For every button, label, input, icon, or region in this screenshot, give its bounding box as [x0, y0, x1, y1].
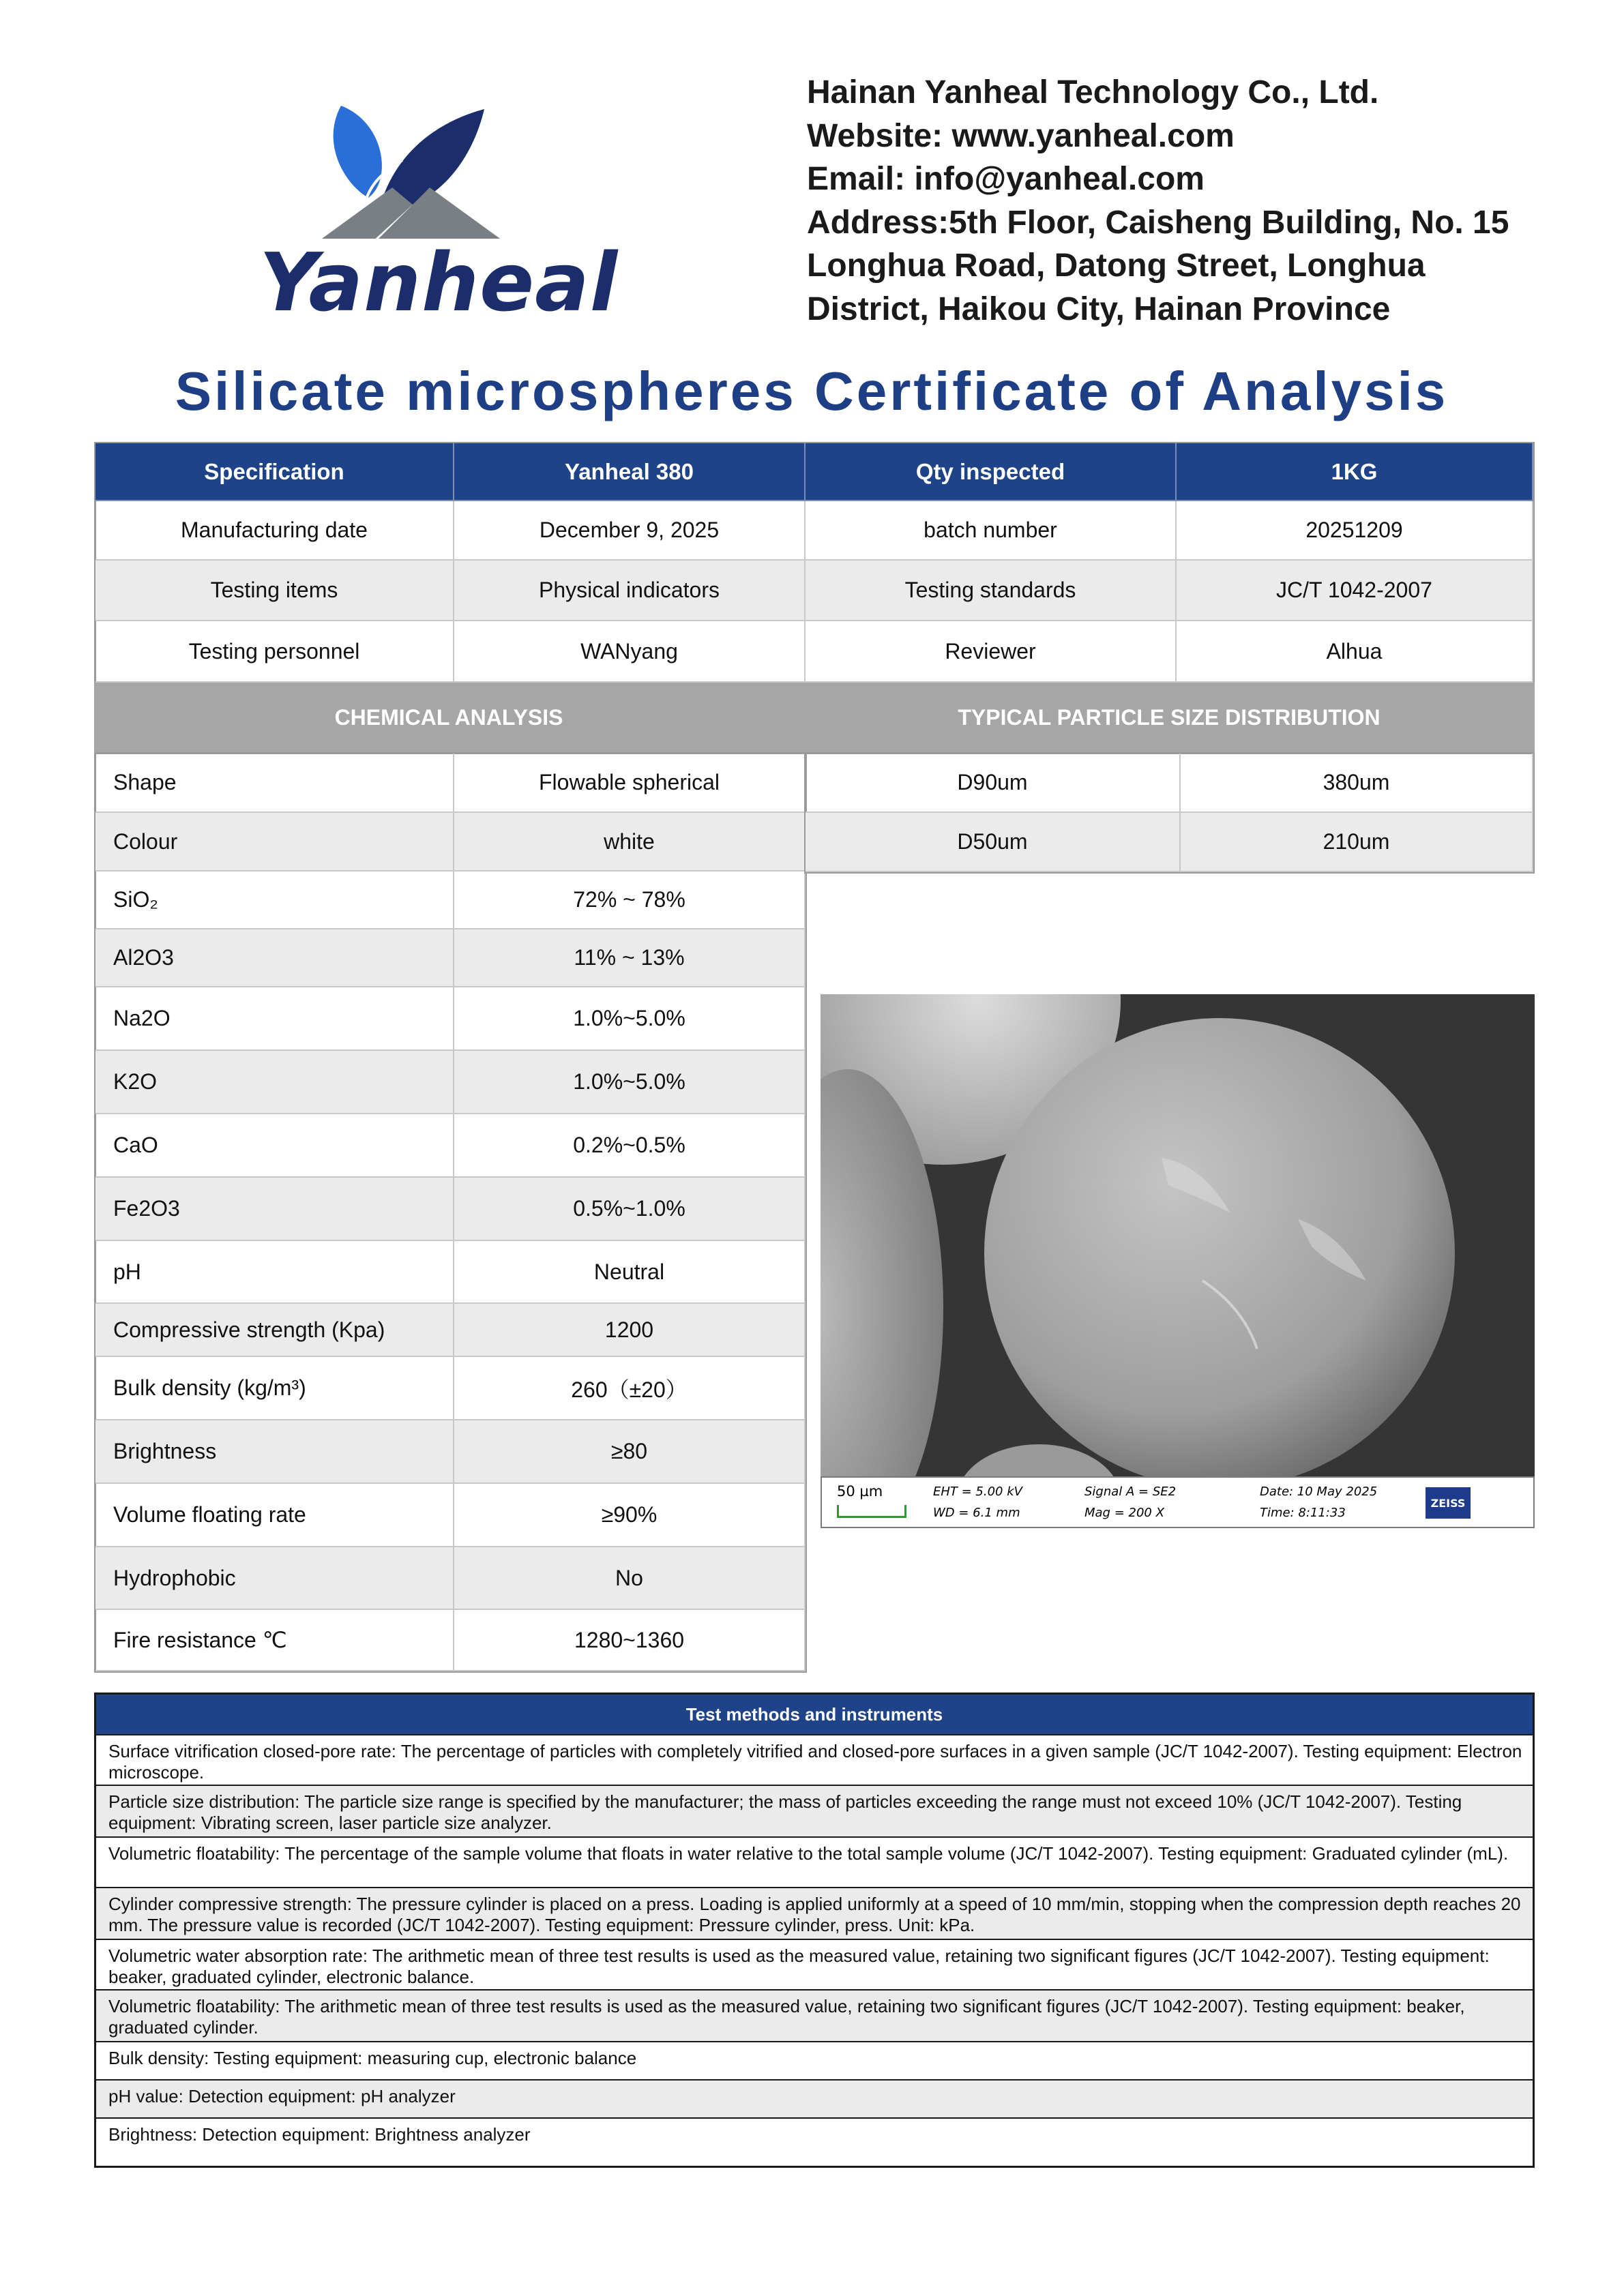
zeiss-logo: ZEISS [1426, 1487, 1471, 1519]
info-cell: Testing items [95, 561, 454, 621]
info-cell: Alhua [1177, 621, 1533, 683]
info-cell: Testing standards [806, 561, 1177, 621]
company-address-line: District, Haikou City, Hainan Province [807, 290, 1391, 327]
chemical-property-value: ≥90% [454, 1484, 806, 1547]
method-row: Volumetric floatability: The arithmetic mean of three test results is used as the measured value, retaining two significant figures (JC/T 1042-2007). Testing equipment: beaker, graduated cylinder. [96, 1989, 1533, 2041]
company-website: Website: www.yanheal.com [807, 117, 1235, 154]
chemical-analysis-heading: CHEMICAL ANALYSIS [94, 683, 805, 754]
chemical-property-value: 1.0%~5.0% [454, 1051, 806, 1114]
particle-value: 380um [1181, 754, 1533, 813]
chemical-property-value: Flowable spherical [454, 754, 806, 813]
chemical-property-label: Colour [95, 813, 454, 871]
info-cell: Specification [95, 443, 454, 501]
chemical-property-label: Al2O3 [95, 929, 454, 987]
company-name: Hainan Yanheal Technology Co., Ltd. [807, 74, 1379, 110]
method-row: Particle size distribution: The particle size range is specified by the manufacturer; the mass of particles exceeding the range must not exceed 10% (JC/T 1042-2007). Testing equipment: Vibrating screen, laser particle size analyzer. [96, 1785, 1533, 1836]
chemical-property-value: 0.5%~1.0% [454, 1178, 806, 1241]
sem-mag: Mag = 200 X [1084, 1506, 1164, 1520]
chemical-property-value: white [454, 813, 806, 871]
method-row: Cylinder compressive strength: The pressure cylinder is placed on a press. Loading is applied uniformly at a speed of 10 mm/min, stopping when the compression depth reaches 20 mm. The pressure value is recorded (JC/T 1042-2007). Testing equipment: Pressure cylinder, press. Unit: kPa. [96, 1887, 1533, 1939]
company-info [807, 71, 1598, 331]
chemical-property-label: Compressive strength (Kpa) [95, 1304, 454, 1357]
chemical-property-value: 11% ~ 13% [454, 929, 806, 987]
company-address-line: Address:5th Floor, Caisheng Building, No. 15 [807, 204, 1509, 241]
sem-signal: Signal A = SE2 [1084, 1485, 1177, 1499]
chemical-property-value: ≥80 [454, 1420, 806, 1484]
info-cell: Manufacturing date [95, 501, 454, 561]
document-title: Silicate microspheres Certificate of Analysis [175, 361, 1449, 421]
chemical-property-value: 72% ~ 78% [454, 871, 806, 929]
method-row: Bulk density: Testing equipment: measuring cup, electronic balance [96, 2041, 1533, 2079]
chemical-property-label: Hydrophobic [95, 1547, 454, 1610]
chemical-property-label: Fe2O3 [95, 1178, 454, 1241]
chemical-property-value: 1.0%~5.0% [454, 987, 806, 1051]
info-cell: Testing personnel [95, 621, 454, 683]
info-cell: Physical indicators [454, 561, 806, 621]
company-address-line: Longhua Road, Datong Street, Longhua [807, 248, 1426, 284]
method-row: Brightness: Detection equipment: Brightness analyzer [96, 2117, 1533, 2168]
chemical-property-value: 0.2%~0.5% [454, 1114, 806, 1178]
method-row: Volumetric water absorption rate: The arithmetic mean of three test results is used as the measured value, retaining two significant figures (JC/T 1042-2007). Testing equipment: beaker, graduated cylinder, electronic balance. [96, 1939, 1533, 1989]
chemical-property-label: SiO₂ [95, 871, 454, 929]
particle-value: 210um [1181, 813, 1533, 872]
chemical-property-value: 260（±20） [454, 1357, 806, 1420]
company-logo [246, 102, 619, 329]
info-cell: Reviewer [806, 621, 1177, 683]
sem-eht: EHT = 5.00 kV [933, 1485, 1022, 1499]
sem-info-bar [821, 1476, 1535, 1528]
method-row: Volumetric floatability: The percentage of the sample volume that floats in water relative to the total sample volume (JC/T 1042-2007). Testing equipment: Graduated cylinder (mL). [96, 1836, 1533, 1887]
chemical-property-label: Fire resistance ℃ [95, 1610, 454, 1671]
chemical-property-label: Volume floating rate [95, 1484, 454, 1547]
methods-header: Test methods and instruments [96, 1695, 1533, 1734]
info-cell: batch number [806, 501, 1177, 561]
info-cell: Qty inspected [806, 443, 1177, 501]
chemical-property-value: 1200 [454, 1304, 806, 1357]
chemical-property-label: K2O [95, 1051, 454, 1114]
method-row: Surface vitrification closed-pore rate: The percentage of particles with completely vitrified and closed-pore surfaces in a given sample (JC/T 1042-2007). Testing equipment: Electron microscope. [96, 1734, 1533, 1785]
chemical-property-value: 1280~1360 [454, 1610, 806, 1671]
info-cell: JC/T 1042-2007 [1177, 561, 1533, 621]
logo-wordmark: Yanheal [259, 235, 619, 329]
chemical-property-value: No [454, 1547, 806, 1610]
methods-table [94, 1693, 1535, 2168]
particle-label: D50um [806, 813, 1181, 872]
sem-time: Time: 8:11:33 [1260, 1506, 1346, 1520]
sem-micrograph [821, 994, 1535, 1476]
info-cell: 20251209 [1177, 501, 1533, 561]
chemical-property-label: Brightness [95, 1420, 454, 1484]
chemical-property-value: Neutral [454, 1241, 806, 1304]
scale-bar [837, 1505, 906, 1518]
chemical-property-label: CaO [95, 1114, 454, 1178]
info-cell: WANyang [454, 621, 806, 683]
info-cell: December 9, 2025 [454, 501, 806, 561]
leaf-mountain-icon [246, 102, 573, 239]
info-cell: 1KG [1177, 443, 1533, 501]
particle-size-heading: TYPICAL PARTICLE SIZE DISTRIBUTION [805, 683, 1535, 754]
chemical-property-label: pH [95, 1241, 454, 1304]
company-email: Email: info@yanheal.com [807, 161, 1205, 197]
chemical-property-label: Bulk density (kg/m³) [95, 1357, 454, 1420]
particle-label: D90um [806, 754, 1181, 813]
scale-bar-label: 50 µm [837, 1483, 883, 1500]
info-cell: Yanheal 380 [454, 443, 806, 501]
sem-wd: WD = 6.1 mm [933, 1506, 1020, 1520]
sem-date: Date: 10 May 2025 [1260, 1485, 1378, 1499]
chemical-property-label: Shape [95, 754, 454, 813]
chemical-property-label: Na2O [95, 987, 454, 1051]
method-row: pH value: Detection equipment: pH analyzer [96, 2079, 1533, 2117]
